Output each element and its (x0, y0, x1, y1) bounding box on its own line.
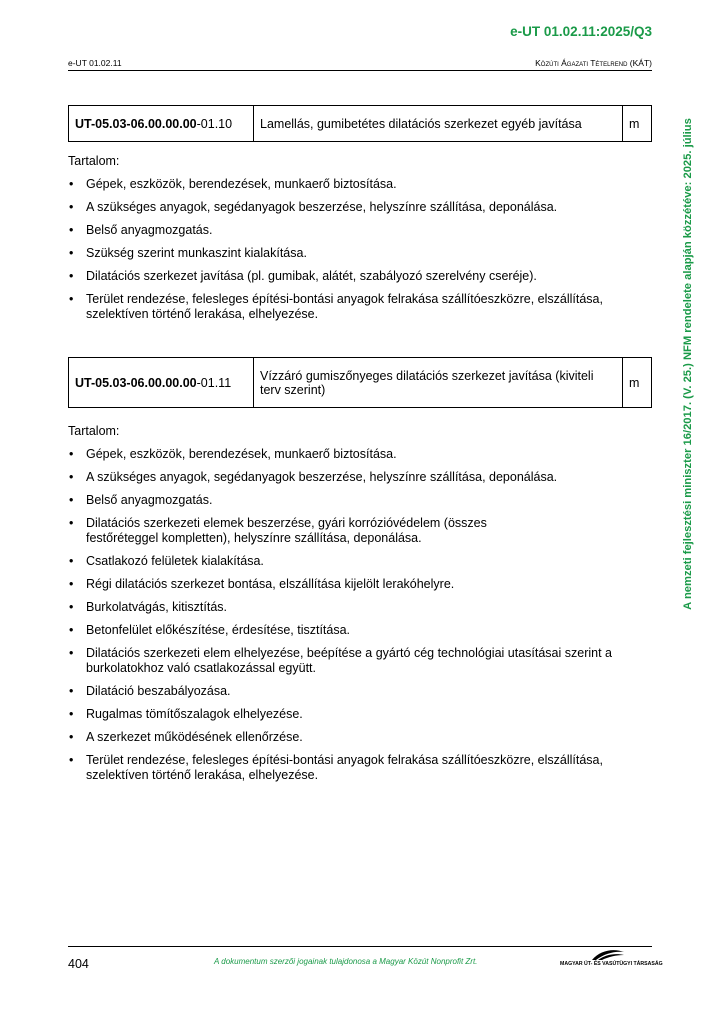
bullet-list (68, 447, 652, 783)
list-item: • A szükséges anyagok, segédanyagok beszerzése, helyszínre szállítása, deponálása. (69, 200, 558, 214)
list-item: • Csatlakozó felületek kialakítása. (69, 554, 264, 568)
page-number: 404 (68, 957, 89, 971)
side-note-text: A nemzeti fejlesztési miniszter 16/2017. (V. 25.) NFM rendelete alapján közzétéve: 2025. július (682, 118, 694, 610)
list-item: • Terület rendezése, felesleges építési-bontási anyagok felrakása szállítóeszközre, elszállítása, szelektíven történő lerakása, elhelyezése. (69, 292, 603, 321)
header-divider (68, 70, 652, 71)
list-item: • Szükség szerint munkaszint kialakítása. (69, 246, 307, 260)
list-item: • A szerkezet működésének ellenőrzése. (69, 730, 303, 744)
list-item: • A szükséges anyagok, segédanyagok beszerzése, helyszínre szállítása, deponálása. (69, 470, 558, 484)
logo-swoosh-icon (590, 948, 626, 962)
content-heading: Tartalom: (68, 154, 120, 168)
footer-divider (68, 946, 652, 947)
logo-text: MAGYAR ÚT- ÉS VASÚTÜGYI TÁRSASÁG (560, 961, 663, 967)
item-code-suffix: -01.10 (196, 116, 233, 131)
header-left: e-UT 01.02.11 (68, 58, 122, 68)
list-item: • Belső anyagmozgatás. (69, 223, 213, 237)
item-content-1 (68, 154, 652, 330)
item-title: Vízzáró gumiszőnyeges dilatációs szerkezet javítása (kiviteli terv szerint) (254, 358, 623, 408)
header-right (535, 58, 652, 68)
item-code-main: UT-05.03-06.00.00.00 (75, 375, 197, 390)
item-unit: m (623, 358, 652, 408)
item-code (69, 106, 254, 142)
society-logo (560, 948, 663, 970)
header-right-text: Közúti Ágazati Tételrend (KÁT) (535, 58, 652, 68)
content-heading: Tartalom: (68, 424, 120, 438)
item-title: Lamellás, gumibetétes dilatációs szerkezet egyéb javítása (254, 106, 623, 142)
list-item: • Dilatáció beszabályozása. (69, 684, 231, 698)
item-table-2 (68, 357, 652, 408)
list-item: • Belső anyagmozgatás. (69, 493, 213, 507)
list-item: • Terület rendezése, felesleges építési-bontási anyagok felrakása szállítóeszközre, elszállítása, szelektíven történő lerakása, elhelyezése. (69, 753, 603, 782)
copyright-note: A dokumentum szerzői jogainak tulajdonosa a Magyar Közút Nonprofit Zrt. (214, 957, 478, 966)
bullet-list (68, 177, 652, 322)
list-item: • Rugalmas tömítőszalagok elhelyezése. (69, 707, 303, 721)
list-item: • Dilatációs szerkezet javítása (pl. gumibak, alátét, szabályozó szerelvény cseréje). (69, 269, 537, 283)
item-code-main: UT-05.03-06.00.00.00 (75, 116, 197, 131)
list-item: • Gépek, eszközök, berendezések, munkaerő biztosítása. (69, 447, 397, 461)
item-code-suffix: -01.11 (196, 375, 232, 390)
item-unit: m (623, 106, 652, 142)
list-item: • Betonfelület előkészítése, érdesítése, tisztítása. (69, 623, 351, 637)
list-item: • Dilatációs szerkezeti elem elhelyezése, beépítése a gyártó cég technológiai utasításai szerint a burkolatokhoz való csatlakozással együtt. (69, 646, 612, 675)
document-code: e-UT 01.02.11:2025/Q3 (510, 24, 652, 39)
item-code (69, 358, 254, 408)
list-item: • Gépek, eszközök, berendezések, munkaerő biztosítása. (69, 177, 397, 191)
list-item: • Dilatációs szerkezeti elemek beszerzése, gyári korrózióvédelem (összes festőréteggel kompletten), helyszínre szállítása, deponálása. (69, 516, 487, 545)
item-table-1 (68, 105, 652, 142)
list-item: • Régi dilatációs szerkezet bontása, elszállítása kijelölt lerakóhelyre. (69, 577, 455, 591)
item-content-2 (68, 424, 652, 791)
list-item: • Burkolatvágás, kitisztítás. (69, 600, 228, 614)
